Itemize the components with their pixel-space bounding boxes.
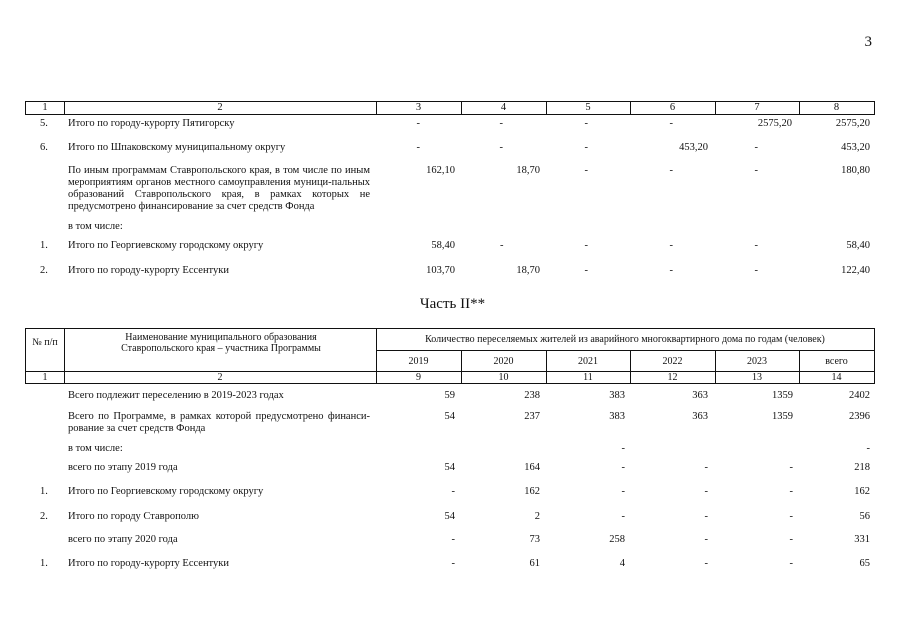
row-value: - [704,511,708,522]
row-name: Итого по городу-курорту Ессентуки [68,558,229,569]
header-group: Количество переселяемых жителей из аварийного многоквартирного дома по годам (человек) [425,334,825,345]
row-value: 2 [534,511,540,522]
row-value: 2402 [849,390,870,401]
row-name: Итого по Шпаковскому муниципальному округу [68,142,286,153]
row-value: - [704,462,708,473]
table1-header-row [25,101,875,115]
header-colnum: 12 [667,372,678,383]
row-value: 73 [529,534,540,545]
table1-col-2: 2 [217,102,223,113]
row-value: - [789,534,793,545]
row-value: 363 [692,411,708,422]
row-value: - [704,486,708,497]
row-number: 2. [40,265,48,276]
row-value: 59 [444,390,455,401]
row-value: 56 [859,511,870,522]
header-no: № п/п [32,337,58,348]
row-name: Всего по Программе, в рамках которой предусмотрено финанси-рование за счет средств Фонда [68,411,370,434]
table1-col-5: 5 [585,102,591,113]
row-value: 54 [444,511,455,522]
table1-col-7: 7 [754,102,760,113]
row-value: - [621,462,625,473]
row-name: Итого по городу-курорту Ессентуки [68,265,229,276]
table2-header [25,328,875,384]
row-value: - [451,486,455,497]
header-year: 2023 [747,356,767,367]
header-year: 2020 [493,356,514,367]
row-value: - [789,486,793,497]
header-year: 2019 [408,356,429,367]
row-value: - [704,534,708,545]
row-number: 6. [40,142,48,153]
row-number: 1. [40,240,48,251]
row-value: 238 [524,390,540,401]
header-name: Наименование муниципального образования Ставропольского края – участника Программы [121,332,321,354]
row-name: По иным программам Ставропольского края, в том числе по иным мероприятиям органов местного самоуправления муници-пальных образований Ставропольского края, в рамках которых не предусмотрено финансирование за счет средств Фонда [68,165,370,212]
header-colnum: 13 [752,372,762,383]
row-value: - [621,443,625,454]
row-name: в том числе: [68,221,123,232]
row-value: 164 [524,462,540,473]
page-number: 3 [864,34,872,50]
header-colnum: 2 [217,372,223,383]
row-name: Итого по Георгиевскому городскому округу [68,486,264,497]
row-value: 54 [444,462,455,473]
header-year: 2022 [662,356,683,367]
row-name: Итого по городу Ставрополю [68,511,199,522]
row-value: - [621,511,625,522]
header-colnum: 10 [498,372,509,383]
row-value: 218 [854,462,870,473]
table1-col-1: 1 [42,102,48,113]
row-value: 383 [609,411,625,422]
row-name: Итого по Георгиевскому городскому округу [68,240,264,251]
part-title: Часть II** [419,296,486,312]
row-value: 1359 [772,390,793,401]
row-name: Итого по городу-курорту Пятигорску [68,118,235,129]
row-name: в том числе: [68,443,123,454]
table1-col-8: 8 [833,102,840,113]
header-year: 2021 [578,356,598,367]
row-value: 383 [609,390,625,401]
row-value: 162 [524,486,540,497]
header-colnum: 9 [416,372,421,383]
row-value: - [451,534,455,545]
header-colnum: 11 [583,372,593,383]
header-colnum: 14 [831,372,842,383]
row-value: - [866,443,870,454]
row-value: - [789,558,793,569]
row-value: 2396 [849,411,870,422]
row-value: 61 [529,558,540,569]
row-number: 1. [40,558,48,569]
table1-col-6: 6 [669,102,676,113]
row-value: - [789,511,793,522]
row-value: 54 [444,411,455,422]
row-number: 2. [40,511,48,522]
header-year: всего [825,356,848,367]
row-number: 5. [40,118,48,129]
row-name: всего по этапу 2019 года [68,462,178,473]
row-name: Всего подлежит переселению в 2019-2023 годах [68,390,284,401]
header-colnum: 1 [42,372,48,383]
row-value: 65 [859,558,870,569]
row-value: 162 [854,486,870,497]
table1-col-4: 4 [500,102,507,113]
row-value: 258 [609,534,625,545]
table1-col-3: 3 [415,102,422,113]
row-name: всего по этапу 2020 года [68,534,178,545]
row-value: 331 [854,534,870,545]
row-value: - [789,462,793,473]
row-value: 1359 [772,411,793,422]
row-value: 363 [692,390,708,401]
row-value: 4 [619,558,625,569]
row-value: - [621,486,625,497]
row-number: 1. [40,486,48,497]
row-value: - [451,558,455,569]
row-value: - [704,558,708,569]
row-value: 237 [524,411,540,422]
